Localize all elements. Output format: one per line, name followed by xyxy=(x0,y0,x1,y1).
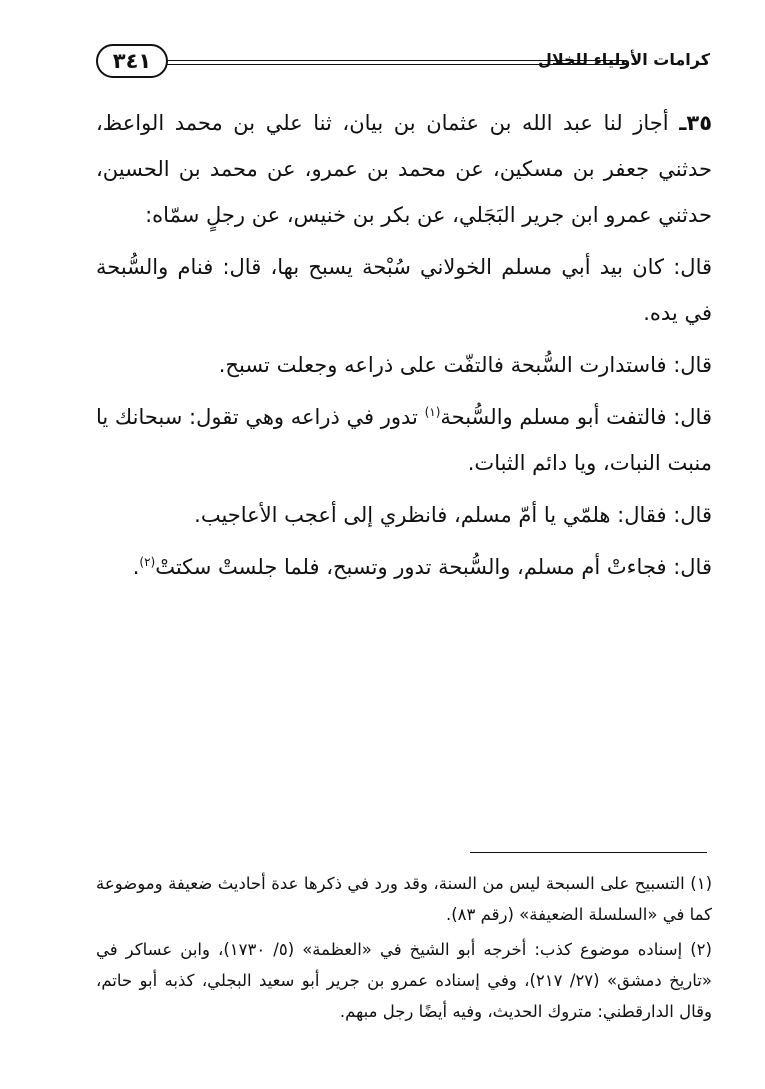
footnote-2: (٢) إسناده موضوع كذب: أخرجه أبو الشيخ في «العظمة» (٥/ ١٧٣٠)، وابن عساكر في «تاريخ دمشق» (٢٧/ ٢١٧)، وفي إسناده عمرو بن جرير أبو سعيد البجلي، كذبه أبو حاتم، وقال الدارقطني: متروك الحديث، وفيه أيضًا رجل مبهم. xyxy=(96,940,712,1021)
paragraph-2: قال: فاستدارت السُّبحة فالتفّت على ذراعه وجعلت تسبح. xyxy=(218,353,712,377)
main-text xyxy=(96,100,712,596)
book-title: كرامات الأولياء للخلال xyxy=(537,50,710,69)
footnote-1: (١) التسبيح على السبحة ليس من السنة، وقد ورد في ذكرها عدة أحاديث ضعيفة وموضوعة كما في «السلسلة الضعيفة» (رقم ٨٣). xyxy=(96,874,712,924)
footnote-ref-1: (١) xyxy=(424,405,441,419)
page-number: ٣٤١ xyxy=(96,44,168,78)
paragraph-5 xyxy=(96,544,712,590)
footnote-ref-2: (٢) xyxy=(139,555,156,569)
footnote-separator xyxy=(470,852,707,853)
page-header xyxy=(96,44,710,80)
paragraph-3 xyxy=(96,394,712,486)
paragraph-3-text-start: قال: فالتفت أبو مسلم والسُّبحة xyxy=(440,405,712,429)
paragraph-5-end: . xyxy=(132,555,140,579)
paragraph-1: قال: كان بيد أبي مسلم الخولاني سُبْحة يسبح بها، قال: فنام والسُّبحة في يده. xyxy=(96,255,712,325)
isnad-paragraph xyxy=(96,100,712,238)
footnotes xyxy=(96,868,712,1031)
hadith-number: ٣٥ـ xyxy=(679,111,713,135)
paragraph-5-text: قال: فجاءتْ أم مسلم، والسُّبحة تدور وتسبح، فلما جلستْ سكتتْ xyxy=(155,555,712,579)
paragraph-4: قال: فقال: هلمّي يا أمّ مسلم، فانظري إلى أعجب الأعاجيب. xyxy=(194,503,712,527)
isnad-text: أجاز لنا عبد الله بن عثمان بن بيان، ثنا علي بن محمد الواعظ، حدثني جعفر بن مسكين، عن محمد بن عمرو، عن محمد بن الحسين، حدثني عمرو ابن جرير البَجَلي، عن بكر بن خنيس، عن رجلٍ سمّاه: xyxy=(96,111,712,227)
paragraph-3-text-end: تدور في ذراعه وهي تقول: سبحانك يا منبت النبات، ويا دائم الثبات. xyxy=(96,405,712,475)
